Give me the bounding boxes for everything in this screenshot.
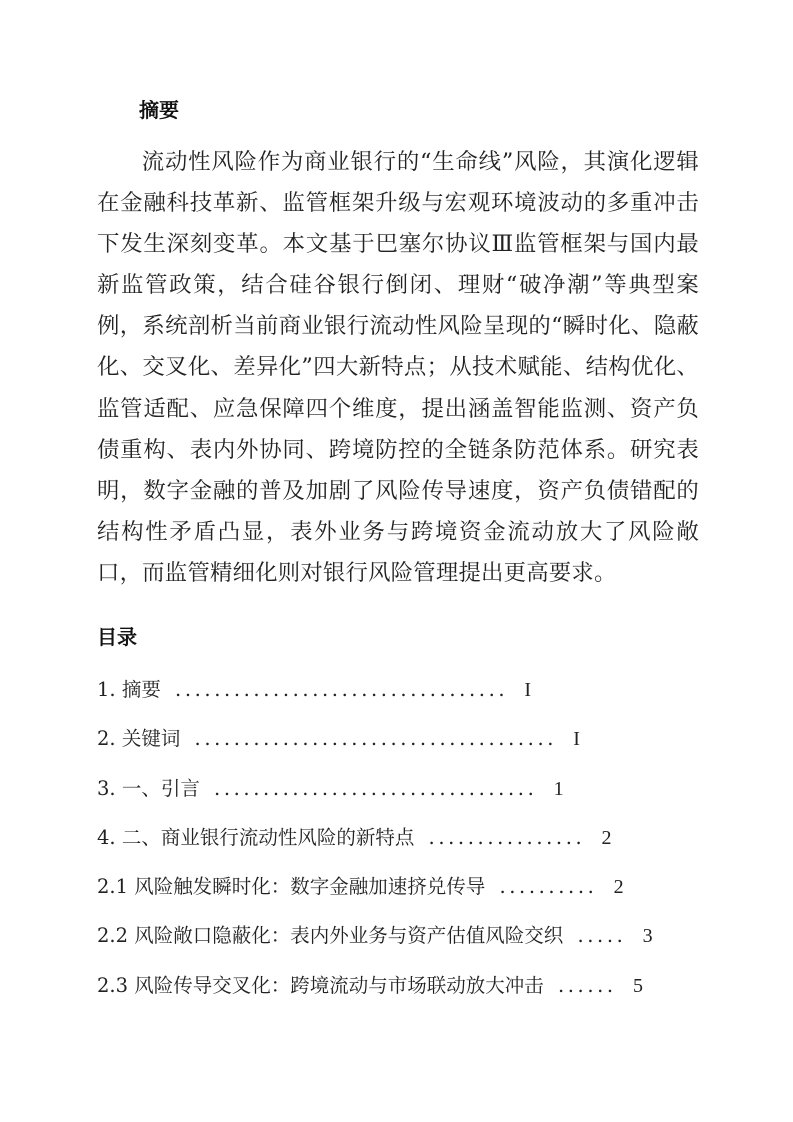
abstract-heading: 摘要 bbox=[139, 98, 179, 122]
toc-leader-dots: ................................. bbox=[214, 776, 538, 800]
toc-page-number: 1 bbox=[553, 777, 564, 800]
toc-entry-title: 二、商业银行流动性风险的新特点 bbox=[121, 825, 415, 849]
toc-page-number: I bbox=[573, 728, 580, 751]
toc-entry-introduction[interactable] bbox=[97, 772, 717, 821]
toc-entry-number: 2.1 bbox=[97, 875, 129, 899]
toc-entry-abstract[interactable] bbox=[97, 673, 717, 722]
toc-entry-title: 一、引言 bbox=[121, 776, 200, 800]
toc-entry-title: 风险传导交叉化：跨境流动与市场联动放大冲击 bbox=[134, 973, 544, 997]
toc-entry-number: 2. bbox=[97, 727, 116, 751]
toc-page-number: 3 bbox=[642, 925, 653, 948]
toc-entry-title: 风险敞口隐蔽化：表内外业务与资产估值风险交织 bbox=[134, 924, 564, 948]
toc-page-number: I bbox=[524, 679, 532, 701]
toc-leader-dots: ..................................... bbox=[194, 727, 558, 751]
toc-leader-dots: .................................. bbox=[175, 678, 509, 701]
toc-entry-keywords[interactable] bbox=[97, 722, 717, 771]
toc-heading: 目录 bbox=[97, 625, 137, 649]
toc-entry-2-3[interactable] bbox=[97, 969, 717, 1018]
toc-entry-new-features[interactable] bbox=[97, 821, 717, 870]
abstract-paragraph: 流动性风险作为商业银行的“生命线”风险，其演化逻辑在金融科技革新、监管框架升级与宏观环境波动的多重冲击下发生深刻变革。本文基于巴塞尔协议Ⅲ监管框架与国内最新监管政策，结合硅谷银行倒闭、理财“破净潮”等典型案例，系统剖析当前商业银行流动性风险呈现的“瞬时化、隐蔽化、交叉化、差异化”四大新特点；从技术赋能、结构优化、监管适配、应急保障四个维度，提出涵盖智能监测、资产负债重构、表内外协同、跨境防控的全链条防范体系。研究表明，数字金融的普及加剧了风险传导速度，资产负债错配的结构性矛盾凸显，表外业务与跨境资金流动放大了风险敞口，而监管精细化则对银行风险管理提出更高要求。 bbox=[97, 149, 699, 586]
toc-page-number: 2 bbox=[601, 826, 612, 849]
toc-entry-number: 2.3 bbox=[97, 973, 129, 997]
toc-entry-2-2[interactable] bbox=[97, 919, 717, 968]
table-of-contents bbox=[97, 673, 717, 1018]
toc-page-number: 5 bbox=[632, 974, 643, 997]
toc-leader-dots: .......... bbox=[499, 875, 598, 899]
toc-entry-number: 2.2 bbox=[97, 924, 129, 948]
toc-entry-number: 4. bbox=[97, 825, 116, 849]
toc-page-number: 2 bbox=[613, 876, 624, 899]
toc-entry-title: 风险触发瞬时化：数字金融加速挤兑传导 bbox=[134, 875, 486, 899]
toc-leader-dots: ..... bbox=[577, 924, 627, 948]
toc-entry-number: 1. bbox=[97, 678, 116, 701]
toc-entry-title: 摘要 bbox=[121, 678, 161, 701]
toc-entry-2-1[interactable] bbox=[97, 870, 717, 919]
toc-entry-number: 3. bbox=[97, 776, 116, 800]
toc-leader-dots: ................ bbox=[428, 825, 586, 849]
toc-leader-dots: ...... bbox=[557, 973, 617, 997]
toc-entry-title: 关键词 bbox=[121, 727, 181, 751]
